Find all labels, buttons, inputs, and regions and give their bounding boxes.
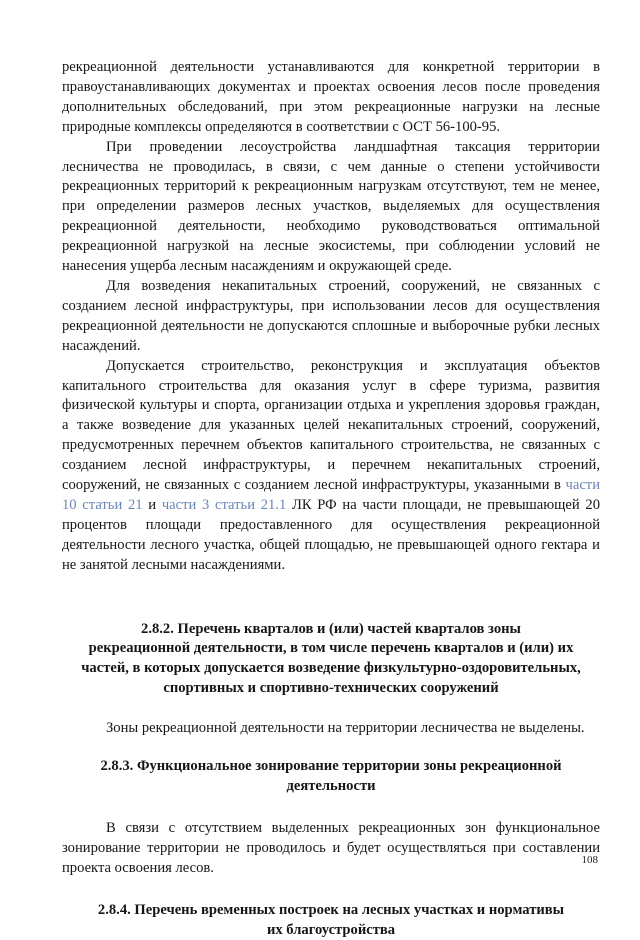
law-link-part10-article21[interactable]: части 10 статьи 21	[62, 477, 600, 513]
section-heading-2-8-4	[62, 901, 600, 940]
section-heading-2-8-3	[62, 757, 600, 797]
heading-line: деятельности	[286, 778, 376, 794]
section-heading-2-8-2	[62, 620, 600, 700]
paragraph-zones-not-allocated: Зоны рекреационной деятельности на территории лесничества не выделены.	[106, 720, 585, 737]
heading-line: 2.8.2. Перечень кварталов и (или) частей кварталов зоны	[141, 620, 521, 637]
heading-line: рекреационной деятельности, в том числе перечень кварталов и (или) их	[88, 640, 574, 657]
paragraph-functional-zoning: В связи с отсутствием выделенных рекреационных зон функциональное зонирование территории не проводилось и будет осуществляться при составлении проекта освоения лесов.	[62, 819, 600, 876]
heading-line: 2.8.3. Функциональное зонирование территории зоны рекреационной	[100, 758, 562, 775]
document-page	[62, 58, 600, 940]
paragraph-text: и	[142, 496, 162, 513]
paragraph-recreation-loads: рекреационной деятельности устанавливаются для конкретной территории в правоустанавливающих документах и проектах освоения лесов после проведения дополнительных обследований, при этом рекреационные нагрузки на лесные природные комплексы определяются в соответствии с ОСТ 56-100-95.	[62, 59, 600, 135]
law-link-part3-article21-1[interactable]: части 3 статьи 21.1	[161, 496, 287, 513]
page-number: 108	[581, 854, 598, 866]
paragraph-text: Допускается строительство, реконструкция и эксплуатация объектов капитального строительства для оказания услуг в сфере туризма, развития физической культуры и спорта, организации отдыха и укрепления здоровья граждан, а также возведение для указанных целей некапитальных строений, сооружений, предусмотренных перечнем объектов капитального строительства, не связанных с созданием лесной инфраструктуры, и перечнем некапитальных строений, сооружений, не связанных с созданием лесной инфраструктуры, указанными в	[62, 357, 600, 494]
paragraph-text: ЛК РФ на части площади, не превышающей 20 процентов площади предоставленного для осуществления рекреационной деятельности лесного участка, общей площадью, не превышающей одного гектара и не занятой лесными насаждениями.	[62, 496, 601, 573]
paragraph-landscape-taxation: При проведении лесоустройства ландшафтная таксация территории лесничества не проводилась, в связи, с чем данные о степени устойчивости рекреационных территорий к рекреационным нагрузкам отсутствуют, тем не менее, при определении размеров лесных участков, выделяемых для осуществления рекреационной деятельности, необходимо руководствоваться оптимальной рекреационной нагрузкой на лесные экосистемы, при соблюдении условий не нанесения ущерба лесным насаждениям и окружающей среде.	[62, 138, 600, 275]
heading-line: 2.8.4. Перечень временных построек на лесных участках и нормативы	[97, 901, 565, 918]
heading-line: спортивных и спортивно-технических сооружений	[163, 680, 499, 697]
paragraph-no-cutting: Для возведения некапитальных строений, сооружений, не связанных с созданием лесной инфраструктуры, при использовании лесов для осуществления рекреационной деятельности не допускаются сплошные и выборочные рубки лесных насаждений.	[62, 277, 600, 354]
paragraph-construction-allowed	[62, 357, 600, 576]
heading-line: частей, в которых допускается возведение физкультурно-оздоровительных,	[81, 660, 581, 677]
heading-line: их благоустройства	[266, 921, 396, 938]
